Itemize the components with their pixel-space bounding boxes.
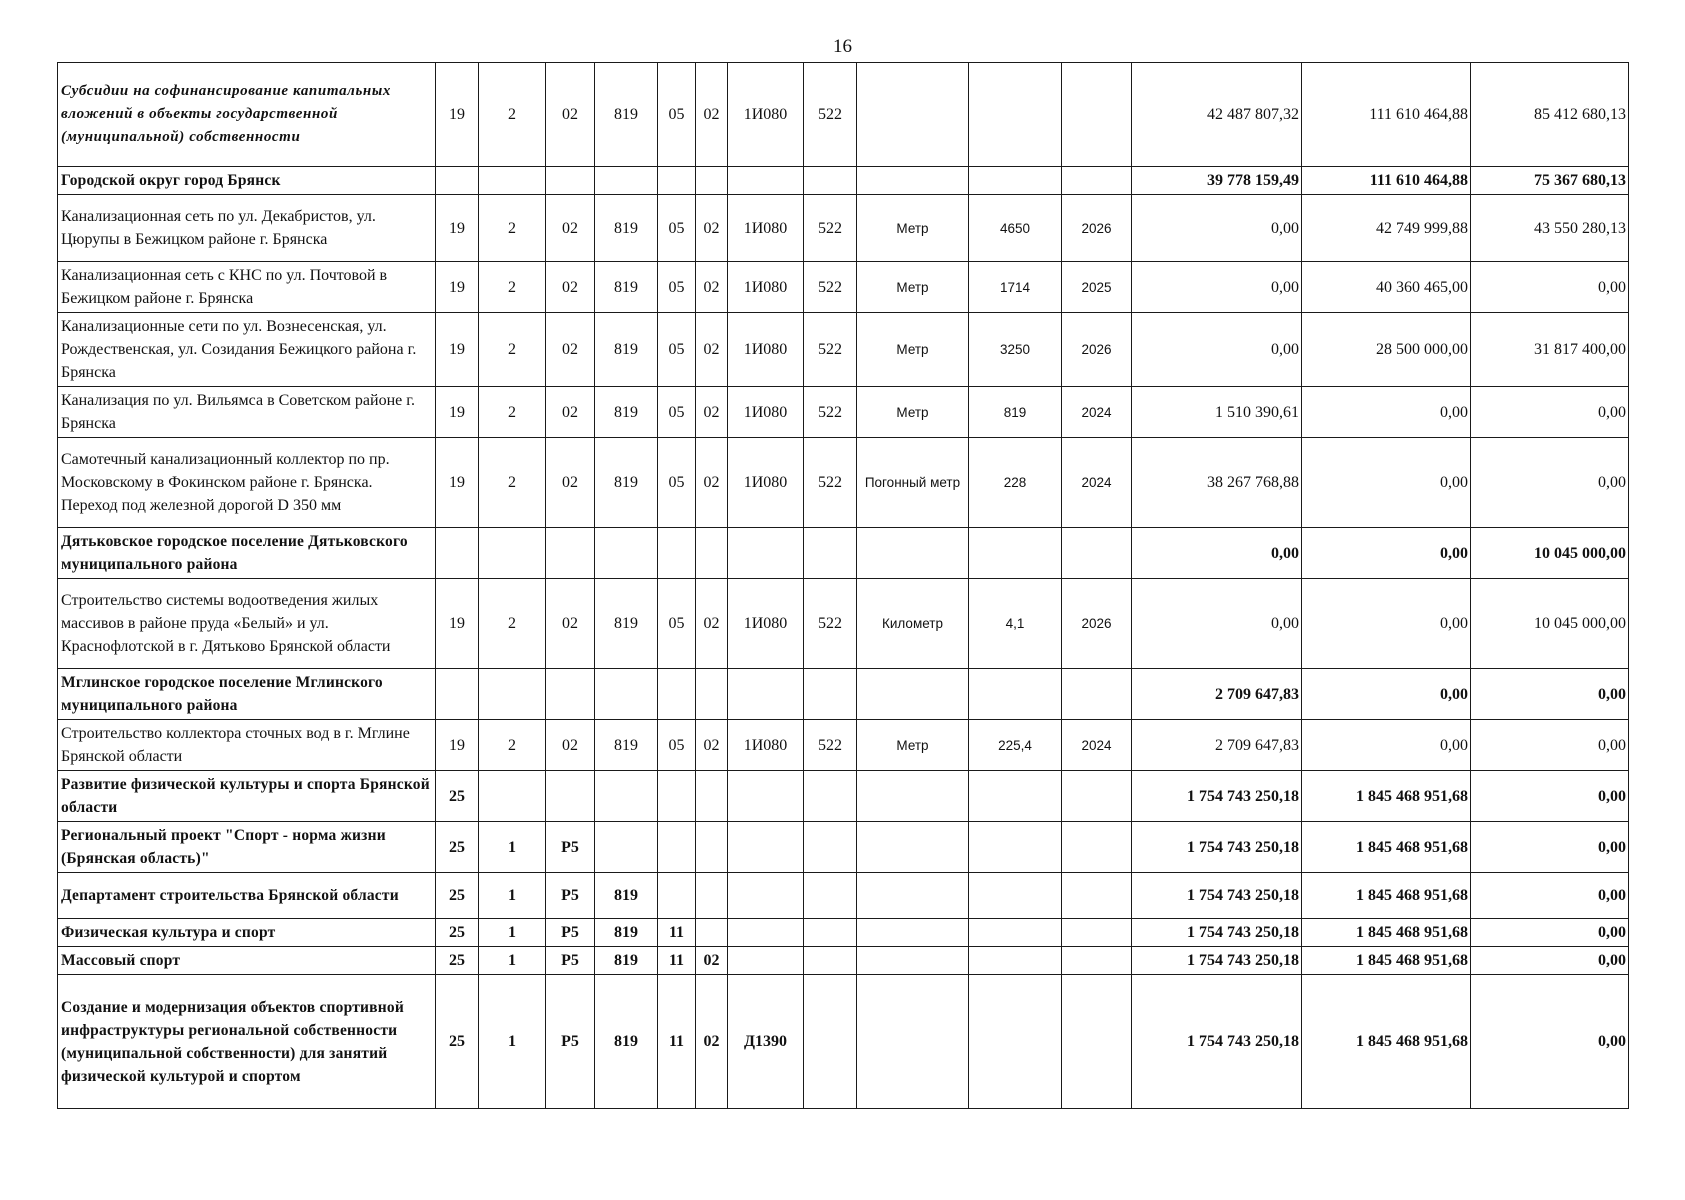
subprogram-code: 2 — [479, 262, 546, 313]
expense-type-code: 522 — [804, 579, 857, 669]
amount-year-3: 0,00 — [1471, 873, 1629, 919]
amount-year-3: 0,00 — [1471, 919, 1629, 947]
expense-type-code: 522 — [804, 438, 857, 528]
subprogram-code: 2 — [479, 387, 546, 438]
program-code: 25 — [436, 771, 479, 822]
row-name: Самотечный канализационный коллектор по пр. Московскому в Фокинском районе г. Брянска. Переход под железной дорогой D 350 мм — [58, 438, 436, 528]
section-code — [658, 167, 696, 195]
unit-of-measure — [857, 669, 969, 720]
expense-type-code: 522 — [804, 313, 857, 387]
row-name: Создание и модернизация объектов спортивной инфраструктуры региональной собственности (муниципальной собственности) для занятий физической культурой и спортом — [58, 975, 436, 1109]
project-code: 02 — [546, 720, 595, 771]
department-code: 819 — [595, 975, 658, 1109]
project-code: 02 — [546, 579, 595, 669]
amount-year-2: 111 610 464,88 — [1302, 63, 1471, 167]
amount-year-1: 1 510 390,61 — [1132, 387, 1302, 438]
direction-code: 1И080 — [728, 262, 804, 313]
completion-year — [1062, 919, 1132, 947]
row-name: Департамент строительства Брянской области — [58, 873, 436, 919]
table-row — [58, 579, 1629, 669]
subprogram-code — [479, 167, 546, 195]
row-name: Мглинское городское поселение Мглинского муниципального района — [58, 669, 436, 720]
row-name: Канализация по ул. Вильямса в Советском районе г. Брянска — [58, 387, 436, 438]
completion-year — [1062, 167, 1132, 195]
expense-type-code — [804, 771, 857, 822]
capacity: 3250 — [969, 313, 1062, 387]
amount-year-2: 1 845 468 951,68 — [1302, 975, 1471, 1109]
program-code: 25 — [436, 919, 479, 947]
unit-of-measure: Метр — [857, 262, 969, 313]
subsection-code — [696, 669, 728, 720]
row-name: Канализационные сети по ул. Вознесенская, ул. Рождественская, ул. Созидания Бежицкого района г. Брянска — [58, 313, 436, 387]
amount-year-1: 0,00 — [1132, 195, 1302, 262]
table-row — [58, 313, 1629, 387]
project-code: P5 — [546, 822, 595, 873]
unit-of-measure — [857, 919, 969, 947]
expense-type-code — [804, 919, 857, 947]
subsection-code: 02 — [696, 313, 728, 387]
department-code: 819 — [595, 919, 658, 947]
section-code — [658, 822, 696, 873]
program-code: 19 — [436, 387, 479, 438]
table-row — [58, 528, 1629, 579]
table-row — [58, 167, 1629, 195]
project-code: P5 — [546, 947, 595, 975]
unit-of-measure: Метр — [857, 313, 969, 387]
subprogram-code: 1 — [479, 822, 546, 873]
subprogram-code: 2 — [479, 579, 546, 669]
row-name: Канализационная сеть с КНС по ул. Почтовой в Бежицком районе г. Брянска — [58, 262, 436, 313]
subprogram-code: 2 — [479, 195, 546, 262]
expense-type-code — [804, 975, 857, 1109]
amount-year-2: 1 845 468 951,68 — [1302, 919, 1471, 947]
completion-year — [1062, 822, 1132, 873]
program-code: 19 — [436, 720, 479, 771]
amount-year-1: 2 709 647,83 — [1132, 720, 1302, 771]
program-code: 19 — [436, 262, 479, 313]
subprogram-code: 1 — [479, 873, 546, 919]
amount-year-3: 85 412 680,13 — [1471, 63, 1629, 167]
amount-year-2: 1 845 468 951,68 — [1302, 771, 1471, 822]
capacity — [969, 63, 1062, 167]
table-row — [58, 822, 1629, 873]
program-code — [436, 669, 479, 720]
unit-of-measure — [857, 167, 969, 195]
subsection-code: 02 — [696, 63, 728, 167]
department-code — [595, 771, 658, 822]
amount-year-3: 31 817 400,00 — [1471, 313, 1629, 387]
expense-type-code — [804, 873, 857, 919]
expense-type-code — [804, 947, 857, 975]
table-row — [58, 975, 1629, 1109]
completion-year — [1062, 63, 1132, 167]
program-code: 25 — [436, 822, 479, 873]
unit-of-measure — [857, 528, 969, 579]
department-code: 819 — [595, 947, 658, 975]
completion-year — [1062, 975, 1132, 1109]
subsection-code: 02 — [696, 720, 728, 771]
project-code — [546, 167, 595, 195]
subprogram-code — [479, 528, 546, 579]
section-code — [658, 873, 696, 919]
unit-of-measure — [857, 947, 969, 975]
amount-year-1: 42 487 807,32 — [1132, 63, 1302, 167]
amount-year-3: 0,00 — [1471, 720, 1629, 771]
subsection-code — [696, 771, 728, 822]
program-code: 25 — [436, 873, 479, 919]
direction-code: 1И080 — [728, 720, 804, 771]
capacity: 4650 — [969, 195, 1062, 262]
section-code — [658, 528, 696, 579]
completion-year: 2026 — [1062, 579, 1132, 669]
subsection-code: 02 — [696, 438, 728, 528]
amount-year-3: 0,00 — [1471, 669, 1629, 720]
amount-year-3: 75 367 680,13 — [1471, 167, 1629, 195]
amount-year-2: 42 749 999,88 — [1302, 195, 1471, 262]
department-code: 819 — [595, 873, 658, 919]
project-code: P5 — [546, 919, 595, 947]
direction-code — [728, 771, 804, 822]
row-name: Массовый спорт — [58, 947, 436, 975]
direction-code: 1И080 — [728, 387, 804, 438]
program-code: 25 — [436, 947, 479, 975]
subsection-code — [696, 528, 728, 579]
subsection-code: 02 — [696, 195, 728, 262]
amount-year-3: 0,00 — [1471, 947, 1629, 975]
unit-of-measure — [857, 975, 969, 1109]
amount-year-2: 1 845 468 951,68 — [1302, 947, 1471, 975]
amount-year-2: 0,00 — [1302, 387, 1471, 438]
amount-year-1: 0,00 — [1132, 528, 1302, 579]
unit-of-measure — [857, 873, 969, 919]
section-code: 05 — [658, 438, 696, 528]
row-name: Дятьковское городское поселение Дятьковского муниципального района — [58, 528, 436, 579]
capacity — [969, 947, 1062, 975]
unit-of-measure: Погонный метр — [857, 438, 969, 528]
program-code: 19 — [436, 195, 479, 262]
department-code — [595, 167, 658, 195]
direction-code — [728, 873, 804, 919]
completion-year: 2024 — [1062, 438, 1132, 528]
capacity — [969, 669, 1062, 720]
amount-year-3: 10 045 000,00 — [1471, 579, 1629, 669]
amount-year-2: 0,00 — [1302, 528, 1471, 579]
department-code: 819 — [595, 313, 658, 387]
amount-year-3: 0,00 — [1471, 975, 1629, 1109]
amount-year-1: 1 754 743 250,18 — [1132, 975, 1302, 1109]
section-code: 11 — [658, 975, 696, 1109]
section-code: 05 — [658, 313, 696, 387]
subprogram-code: 2 — [479, 63, 546, 167]
section-code: 05 — [658, 63, 696, 167]
project-code — [546, 771, 595, 822]
capacity — [969, 771, 1062, 822]
row-name: Субсидии на софинансирование капитальных вложений в объекты государственной (муниципальной) собственности — [58, 63, 436, 167]
department-code: 819 — [595, 579, 658, 669]
department-code — [595, 822, 658, 873]
amount-year-2: 111 610 464,88 — [1302, 167, 1471, 195]
expense-type-code: 522 — [804, 387, 857, 438]
subprogram-code: 2 — [479, 313, 546, 387]
table-row — [58, 63, 1629, 167]
completion-year — [1062, 873, 1132, 919]
budget-table — [57, 62, 1629, 1109]
section-code: 11 — [658, 947, 696, 975]
section-code: 05 — [658, 195, 696, 262]
capacity — [969, 822, 1062, 873]
department-code: 819 — [595, 438, 658, 528]
capacity — [969, 919, 1062, 947]
department-code: 819 — [595, 387, 658, 438]
capacity: 4,1 — [969, 579, 1062, 669]
completion-year: 2026 — [1062, 195, 1132, 262]
page-number: 16 — [833, 36, 852, 57]
unit-of-measure: Метр — [857, 387, 969, 438]
direction-code: 1И080 — [728, 438, 804, 528]
subprogram-code: 2 — [479, 720, 546, 771]
direction-code: 1И080 — [728, 313, 804, 387]
capacity: 1714 — [969, 262, 1062, 313]
amount-year-2: 1 845 468 951,68 — [1302, 873, 1471, 919]
department-code — [595, 669, 658, 720]
expense-type-code — [804, 528, 857, 579]
amount-year-2: 0,00 — [1302, 720, 1471, 771]
program-code — [436, 167, 479, 195]
table-row — [58, 195, 1629, 262]
expense-type-code: 522 — [804, 262, 857, 313]
amount-year-3: 10 045 000,00 — [1471, 528, 1629, 579]
capacity — [969, 975, 1062, 1109]
subsection-code — [696, 822, 728, 873]
expense-type-code — [804, 167, 857, 195]
program-code: 25 — [436, 975, 479, 1109]
amount-year-3: 43 550 280,13 — [1471, 195, 1629, 262]
project-code: 02 — [546, 195, 595, 262]
unit-of-measure — [857, 63, 969, 167]
amount-year-3: 0,00 — [1471, 771, 1629, 822]
project-code: 02 — [546, 438, 595, 528]
row-name: Региональный проект "Спорт - норма жизни (Брянская область)" — [58, 822, 436, 873]
amount-year-2: 28 500 000,00 — [1302, 313, 1471, 387]
subsection-code: 02 — [696, 262, 728, 313]
expense-type-code: 522 — [804, 195, 857, 262]
program-code: 19 — [436, 63, 479, 167]
expense-type-code — [804, 669, 857, 720]
amount-year-2: 1 845 468 951,68 — [1302, 822, 1471, 873]
subsection-code: 02 — [696, 579, 728, 669]
capacity: 819 — [969, 387, 1062, 438]
amount-year-1: 39 778 159,49 — [1132, 167, 1302, 195]
completion-year: 2025 — [1062, 262, 1132, 313]
amount-year-2: 40 360 465,00 — [1302, 262, 1471, 313]
subprogram-code: 2 — [479, 438, 546, 528]
unit-of-measure: Километр — [857, 579, 969, 669]
table-row — [58, 262, 1629, 313]
table-row — [58, 438, 1629, 528]
expense-type-code: 522 — [804, 720, 857, 771]
unit-of-measure — [857, 771, 969, 822]
subsection-code: 02 — [696, 947, 728, 975]
row-name: Строительство системы водоотведения жилых массивов в районе пруда «Белый» и ул. Краснофлотской в г. Дятьково Брянской области — [58, 579, 436, 669]
capacity: 228 — [969, 438, 1062, 528]
amount-year-1: 0,00 — [1132, 579, 1302, 669]
completion-year: 2026 — [1062, 313, 1132, 387]
row-name: Городской округ город Брянск — [58, 167, 436, 195]
amount-year-1: 2 709 647,83 — [1132, 669, 1302, 720]
amount-year-3: 0,00 — [1471, 262, 1629, 313]
expense-type-code — [804, 822, 857, 873]
subsection-code: 02 — [696, 387, 728, 438]
amount-year-2: 0,00 — [1302, 438, 1471, 528]
direction-code: 1И080 — [728, 195, 804, 262]
table-row — [58, 947, 1629, 975]
project-code: P5 — [546, 975, 595, 1109]
completion-year — [1062, 771, 1132, 822]
table-row — [58, 720, 1629, 771]
amount-year-1: 1 754 743 250,18 — [1132, 947, 1302, 975]
direction-code — [728, 947, 804, 975]
amount-year-1: 1 754 743 250,18 — [1132, 919, 1302, 947]
project-code — [546, 669, 595, 720]
subsection-code — [696, 919, 728, 947]
subsection-code — [696, 873, 728, 919]
row-name: Строительство коллектора сточных вод в г. Мглине Брянской области — [58, 720, 436, 771]
amount-year-2: 0,00 — [1302, 669, 1471, 720]
subprogram-code: 1 — [479, 975, 546, 1109]
completion-year — [1062, 947, 1132, 975]
row-name: Канализационная сеть по ул. Декабристов, ул. Цюрупы в Бежицком районе г. Брянска — [58, 195, 436, 262]
completion-year: 2024 — [1062, 720, 1132, 771]
direction-code — [728, 669, 804, 720]
unit-of-measure — [857, 822, 969, 873]
row-name: Развитие физической культуры и спорта Брянской области — [58, 771, 436, 822]
subprogram-code: 1 — [479, 947, 546, 975]
direction-code — [728, 528, 804, 579]
capacity — [969, 873, 1062, 919]
section-code: 11 — [658, 919, 696, 947]
department-code: 819 — [595, 720, 658, 771]
department-code: 819 — [595, 63, 658, 167]
table-row — [58, 387, 1629, 438]
program-code: 19 — [436, 313, 479, 387]
project-code: 02 — [546, 63, 595, 167]
table-row — [58, 919, 1629, 947]
amount-year-3: 0,00 — [1471, 438, 1629, 528]
subsection-code: 02 — [696, 975, 728, 1109]
amount-year-3: 0,00 — [1471, 387, 1629, 438]
direction-code: Д1390 — [728, 975, 804, 1109]
table-row — [58, 873, 1629, 919]
expense-type-code: 522 — [804, 63, 857, 167]
amount-year-2: 0,00 — [1302, 579, 1471, 669]
completion-year — [1062, 528, 1132, 579]
subsection-code — [696, 167, 728, 195]
section-code — [658, 771, 696, 822]
unit-of-measure: Метр — [857, 195, 969, 262]
section-code: 05 — [658, 720, 696, 771]
completion-year — [1062, 669, 1132, 720]
subprogram-code — [479, 669, 546, 720]
completion-year: 2024 — [1062, 387, 1132, 438]
department-code — [595, 528, 658, 579]
direction-code: 1И080 — [728, 579, 804, 669]
department-code: 819 — [595, 195, 658, 262]
direction-code — [728, 822, 804, 873]
direction-code — [728, 919, 804, 947]
amount-year-1: 0,00 — [1132, 313, 1302, 387]
program-code — [436, 528, 479, 579]
subprogram-code — [479, 771, 546, 822]
row-name: Физическая культура и спорт — [58, 919, 436, 947]
direction-code: 1И080 — [728, 63, 804, 167]
direction-code — [728, 167, 804, 195]
project-code: 02 — [546, 262, 595, 313]
table-body — [58, 63, 1629, 1109]
subprogram-code: 1 — [479, 919, 546, 947]
project-code: P5 — [546, 873, 595, 919]
section-code: 05 — [658, 262, 696, 313]
section-code: 05 — [658, 387, 696, 438]
amount-year-1: 38 267 768,88 — [1132, 438, 1302, 528]
amount-year-1: 1 754 743 250,18 — [1132, 873, 1302, 919]
department-code: 819 — [595, 262, 658, 313]
program-code: 19 — [436, 579, 479, 669]
project-code: 02 — [546, 313, 595, 387]
capacity: 225,4 — [969, 720, 1062, 771]
capacity — [969, 528, 1062, 579]
table-row — [58, 771, 1629, 822]
section-code — [658, 669, 696, 720]
amount-year-1: 1 754 743 250,18 — [1132, 771, 1302, 822]
program-code: 19 — [436, 438, 479, 528]
section-code: 05 — [658, 579, 696, 669]
amount-year-1: 1 754 743 250,18 — [1132, 822, 1302, 873]
unit-of-measure: Метр — [857, 720, 969, 771]
project-code: 02 — [546, 387, 595, 438]
amount-year-1: 0,00 — [1132, 262, 1302, 313]
capacity — [969, 167, 1062, 195]
amount-year-3: 0,00 — [1471, 822, 1629, 873]
table-row — [58, 669, 1629, 720]
project-code — [546, 528, 595, 579]
